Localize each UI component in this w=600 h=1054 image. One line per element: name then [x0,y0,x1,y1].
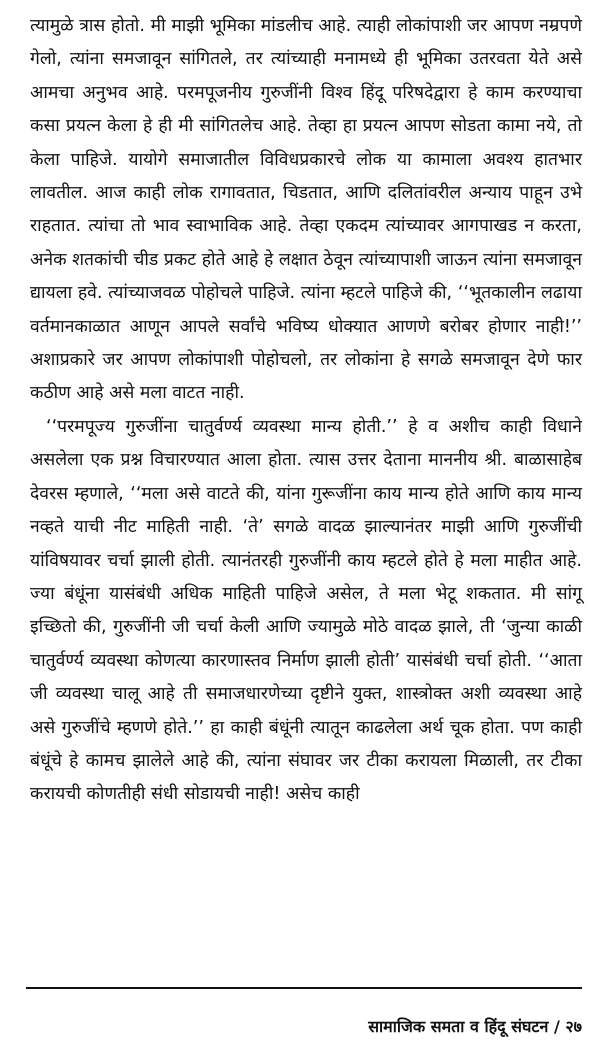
footer-rule [26,987,582,989]
running-footer: सामाजिक समता व हिंदू संघटन / २७ [368,1017,582,1036]
paragraph-2: ‘‘परमपूज्य गुरुजींना चातुर्वर्ण्य व्यवस्था मान्य होती.’’ हे व अशीच काही विधाने असलेला एक प्रश्न विचारण्यात आला होता. त्यास उत्तर देताना माननीय श्री. बाळासाहेब देवरस म्हणाले, ‘‘मला असे वाटते की, यांना गुरूजींना काय मान्य होते आणि काय मान्य नव्हते याची नीट माहिती नाही. ‘ते’ सगळे वादळ झाल्यानंतर माझी आणि गुरुजींची यांविषयावर चर्चा झाली होती. त्यानंतरही गुरुजींनी काय म्हटले होते हे मला माहीत आहे. ज्या बंधूंना यासंबंधी अधिक माहिती पाहिजे असेल, ते मला भेटू शकतात. मी सांगू इच्छितो की, गुरुजींनी जी चर्चा केली आणि ज्यामुळे मोठे वादळ झाले, ती ‘जुन्या काळी चातुर्वर्ण्य व्यवस्था कोणत्या कारणास्तव निर्माण झाली होती’ यासंबंधी चर्चा होती. ‘‘आता जी व्यवस्था चालू आहे ती समाजधारणेच्या दृष्टीने युक्त, शास्त्रोक्त अशी व्यवस्था आहे असे गुरुजींचे म्हणणे होते.’’ हा काही बंधूंनी त्यातून काढलेला अर्थ चूक होता. पण काही बंधूंचे हे कामच झालेले आहे की, त्यांना संघावर जर टीका करायला मिळाली, तर टीका करायची कोणतीही संधी सोडायची नाही! असेच काही [30,416,582,805]
paragraph-1: त्यामुळे त्रास होतो. मी माझी भूमिका मांडलीच आहे. त्याही लोकांपाशी जर आपण नम्रपणे गेलो, त्यांना समजावून सांगितले, तर त्यांच्याही मनामध्ये ही भूमिका उतरवता येते असे आमचा अनुभव आहे. परमपूजनीय गुरुजींनी विश्व हिंदू परिषदेद्वारा हे काम करण्याचा कसा प्रयत्न केला हे ही मी सांगितलेच आहे. तेव्हा हा प्रयत्न आपण सोडता कामा नये, तो केला पाहिजे. यायोगे समाजातील विविधप्रकारचे लोक या कामाला अवश्य हातभार लावतील. आज काही लोक रागावतात, चिडतात, आणि दलितांवरील अन्याय पाहून उभे राहतात. त्यांचा तो भाव स्वाभाविक आहे. तेव्हा एकदम त्यांच्यावर आगपाखड न करता, अनेक शतकांची चीड प्रकट होते आहे हे लक्षात ठेवून त्यांच्यापाशी जाऊन त्यांना समजावून द्यायला हवे. त्यांच्याजवळ पोहोचले पाहिजे. त्यांना म्हटले पाहिजे की, ‘‘भूतकालीन लढाया वर्तमानकाळात आणून आपले सर्वांचे भविष्य धोक्यात आणणे बरोबर होणार नाही!’’ अशाप्रकारे जर आपण लोकांपाशी पोहोचलो, तर लोकांना हे सगळे समजावून देणे फार कठीण आहे असे मला वाटत नाही. [30,16,582,404]
page-body [30,10,582,812]
